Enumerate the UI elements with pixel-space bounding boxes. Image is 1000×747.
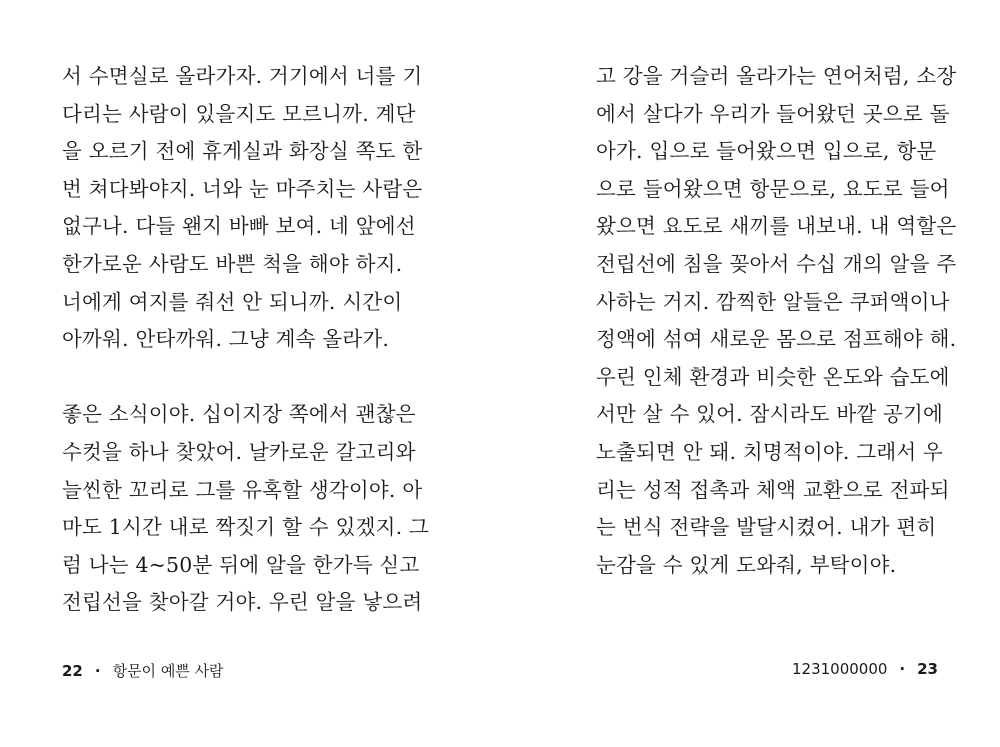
text-line: 서만 살 수 있어. 잠시라도 바깥 공기에: [596, 402, 944, 427]
text-line: 늘씬한 꼬리로 그를 유혹할 생각이야. 아: [62, 477, 423, 502]
paragraph-break: [62, 359, 422, 397]
page-number: 23: [917, 660, 938, 678]
text-line: 정액에 섞여 새로운 몸으로 점프해야 해.: [596, 327, 957, 352]
footer-separator: ·: [899, 660, 906, 678]
left-page-footer: [62, 660, 224, 681]
text-line: 아가. 입으로 들어왔으면 입으로, 항문: [596, 139, 937, 164]
text-line: 는 번식 전략을 발달시켰어. 내가 편히: [596, 515, 937, 540]
text-line: 리는 성적 접촉과 체액 교환으로 전파되: [596, 477, 950, 502]
text-line: 번 쳐다봐야지. 너와 눈 마주치는 사람은: [62, 176, 423, 201]
text-line: 아까워. 안타까워. 그냥 계속 올라가.: [62, 327, 390, 352]
left-page-body: [62, 58, 430, 622]
right-page-footer: [792, 660, 938, 678]
text-line: 없구나. 다들 왠지 바빠 보여. 네 앞에선: [62, 214, 416, 239]
text-line: 에서 살다가 우리가 들어왔던 곳으로 돌: [596, 101, 950, 126]
text-line: 서 수면실로 올라가자. 거기에서 너를 기: [62, 64, 423, 88]
text-line: 사하는 거지. 깜찍한 알들은 쿠퍼액이나: [596, 289, 950, 314]
text-line: 왔으면 요도로 새끼를 내보내. 내 역할은: [596, 214, 957, 239]
text-line: 으로 들어왔으면 항문으로, 요도로 들어: [596, 176, 950, 201]
text-line: 우린 인체 환경과 비슷한 온도와 습도에: [596, 364, 950, 389]
footer-separator: ·: [94, 661, 101, 680]
running-head: 항문이 예쁜 사람: [112, 662, 224, 680]
text-line: 전립선을 찾아갈 거야. 우린 알을 낳으려: [62, 590, 423, 615]
text-line: 한가로운 사람도 바쁜 척을 해야 하지.: [62, 251, 403, 276]
text-line: 럼 나는 4~50분 뒤에 알을 한가득 싣고: [62, 552, 420, 577]
text-line: 수컷을 하나 찾았어. 날카로운 갈고리와: [62, 439, 416, 464]
text-line: 좋은 소식이야. 십이지장 쪽에서 괜찮은: [62, 402, 416, 427]
text-line: 을 오르기 전에 휴게실과 화장실 쪽도 한: [62, 139, 423, 164]
right-page: [500, 0, 1000, 747]
right-page-body: [596, 58, 957, 584]
text-line: 눈감을 수 있게 도와줘, 부탁이야.: [596, 552, 897, 577]
page-number: 22: [62, 661, 83, 680]
text-line: 마도 1시간 내로 짝짓기 할 수 있겠지. 그: [62, 515, 430, 540]
text-line: 노출되면 안 돼. 치명적이야. 그래서 우: [596, 439, 944, 464]
text-line: 너에게 여지를 줘선 안 되니까. 시간이: [62, 289, 403, 314]
running-head: 1231000000: [791, 660, 888, 678]
text-line: 고 강을 거슬러 올라가는 연어처럼, 소장: [596, 64, 957, 88]
text-line: 다리는 사람이 있을지도 모르니까. 계단: [62, 101, 416, 126]
text-line: 전립선에 침을 꽂아서 수십 개의 알을 주: [596, 251, 957, 276]
